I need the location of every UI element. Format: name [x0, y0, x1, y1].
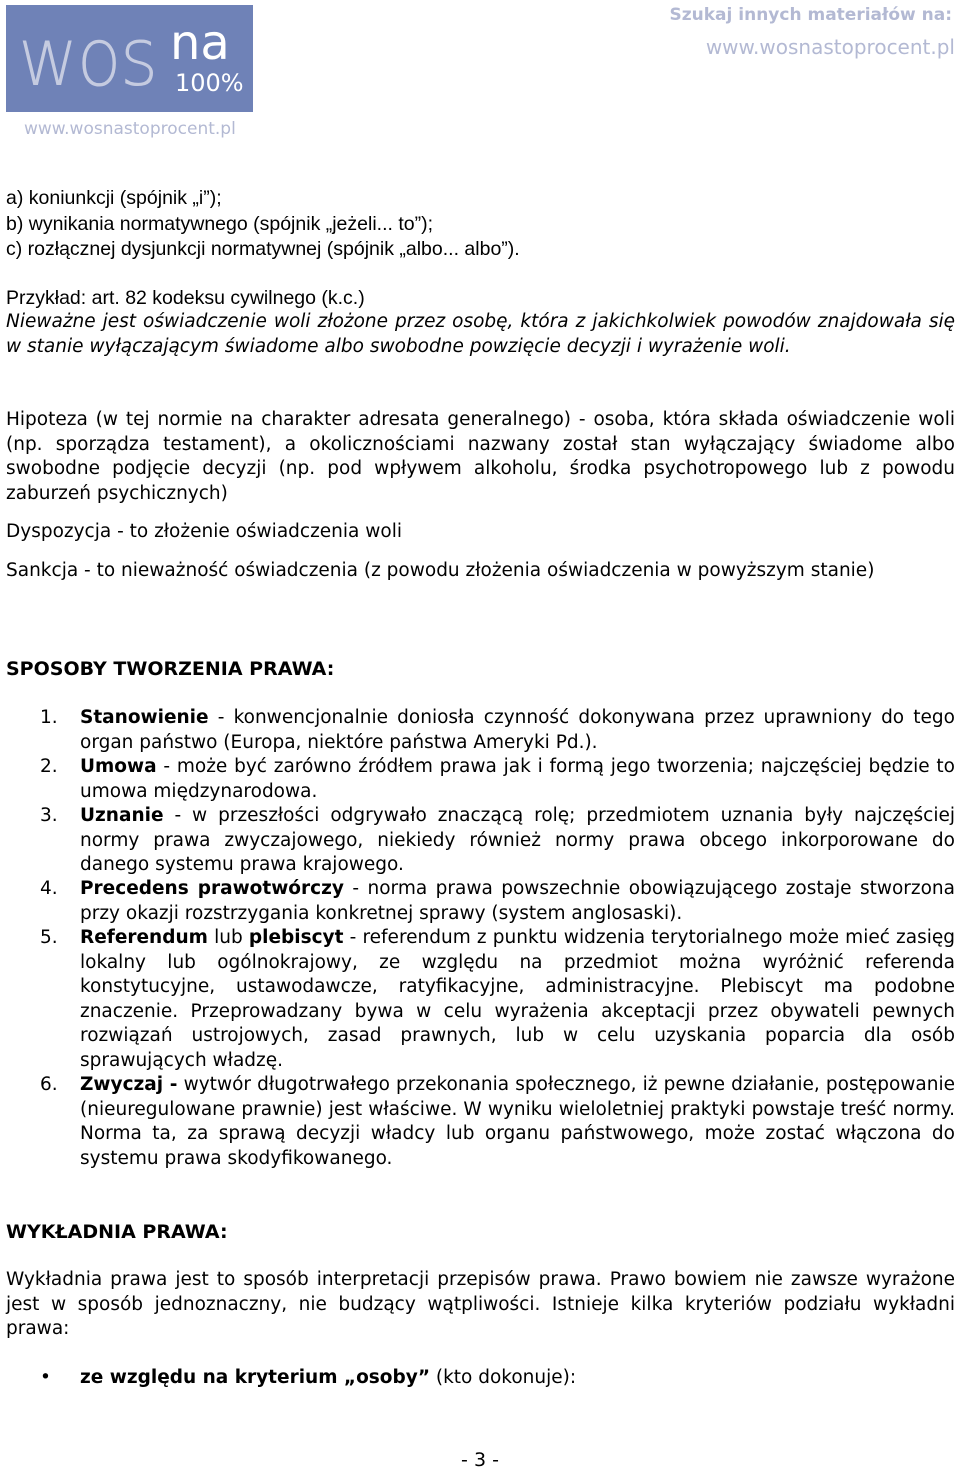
list-item-number: 3.: [40, 805, 58, 826]
list-item-term-secondary: plebiscyt: [248, 927, 344, 948]
page-number: - 3 -: [461, 1449, 499, 1471]
list-item-number: 5.: [40, 927, 58, 948]
logo-percent-text: 100%: [175, 69, 244, 97]
list-item: [40, 755, 955, 804]
list-item: [40, 706, 955, 755]
list-item-text: - referendum z punktu widzenia terytorialnego może mieć zasięg lokalny lub ogólnokrajowy, ze względu na przedmiot można wyróżnić referenda konstytucyjne, ustawodawcze, ratyfikacyjne, administracyjne. Plebiscyt ma podobne znaczenie. Przeprowadzany bywa w celu wyrażenia akceptacji przez obywateli pewnych rozwiązań ustrojowych, zasad prawnych, lub w celu uzyskania poparcia dla osób sprawujących władzę.: [80, 927, 956, 1071]
section-heading-sposoby: SPOSOBY TWORZENIA PRAWA:: [6, 658, 335, 680]
intro-item-c: c) rozłącznej dysjunkcji normatywnej (spójnik „albo... albo”).: [6, 238, 520, 260]
list-item: [40, 1073, 955, 1171]
dyspozycja-paragraph: Dyspozycja - to złożenie oświadczenia woli: [6, 521, 402, 542]
example-quote: Nieważne jest oświadczenie woli złożone przez osobę, która z jakichkolwiek powodów znajdowała się w stanie wyłączającym świadome albo swobodne powzięcie decyzji i wyrażenie woli.: [6, 311, 955, 357]
bullet-term: ze względu na kryterium „osoby”: [80, 1367, 430, 1388]
list-item-term: Umowa: [80, 756, 157, 777]
list-item-term: Uznanie: [80, 805, 164, 826]
bullet-item: [40, 1366, 576, 1390]
list-item-text: - norma prawa powszechnie obowiązującego zostaje stworzona przy okazji rozstrzygania konkretnej sprawy (system anglosaski).: [80, 878, 955, 924]
list-item-text: wytwór długotrwałego przekonania społecznego, iż pewne działanie, postępowanie (nieuregulowane prawnie) jest właściwe. W wyniku wieloletniej praktyki powstaje treść normy. Norma ta, za sprawą decyzji władcy lub organu państwowego, może zostać włączona do systemu prawa skodyfikowanego.: [80, 1074, 955, 1169]
bullet-text: (kto dokonuje):: [429, 1367, 577, 1388]
logo[interactable]: [6, 5, 253, 112]
list-item-number: 6.: [40, 1074, 58, 1095]
list-item-number: 2.: [40, 756, 58, 777]
list-item-text: - w przeszłości odgrywało znaczącą rolę; przedmiotem uznania były najczęściej normy prawa zwyczajowego, niekiedy również normy prawa obcego inkorporowane do danego systemu prawa krajowego.: [80, 805, 955, 875]
list-item-term: Stanowienie: [80, 707, 209, 728]
list-item-text: - konwencjonalnie doniosła czynność dokonywana przez uprawniony do tego organ państwo (Europa, niektóre państwa Ameryki Pd.).: [80, 707, 955, 753]
hipoteza-paragraph: Hipoteza (w tej normie na charakter adresata generalnego) - osoba, która składa oświadczenie woli (np. sporządza testament), a okolicznościami nazwany został stan wyłączający świadome albo swobodne podjęcie decyzji (np. pod wpływem alkoholu, środka psychotropowego lub z powodu zaburzeń psychicznych): [6, 409, 955, 504]
list-item: [40, 804, 955, 878]
logo-wos-text: wos: [18, 10, 157, 105]
wykladnia-paragraph: Wykładnia prawa jest to sposób interpretacji przepisów prawa. Prawo bowiem nie zawsze wyrażone jest w sposób jednoznaczny, nie budzący wątpliwości. Istnieje kilka kryteriów podziału wykładni prawa:: [6, 1269, 955, 1339]
list-item-term: Zwyczaj -: [80, 1074, 178, 1095]
bullet-icon: •: [40, 1367, 51, 1388]
search-label: Szukaj innych materiałów na:: [669, 5, 952, 25]
list-item-number: 1.: [40, 707, 58, 728]
logo-url-link[interactable]: www.wosnastoprocent.pl: [24, 119, 236, 139]
example-title: Przykład: art. 82 kodeksu cywilnego (k.c.): [6, 287, 365, 309]
sankcja-paragraph: Sankcja - to nieważność oświadczenia (z powodu złożenia oświadczenia w powyższym stanie): [6, 560, 875, 581]
list-item-number: 4.: [40, 878, 58, 899]
list-item-term: Referendum: [80, 927, 208, 948]
list-item-connector: lub: [207, 927, 249, 948]
list-item-term: Precedens prawotwórczy: [80, 878, 344, 899]
intro-item-b: b) wynikania normatywnego (spójnik „jeżeli... to”);: [6, 213, 434, 235]
list-item-text: - może być zarówno źródłem prawa jak i formą jego tworzenia; najczęściej będzie to umowa międzynarodowa.: [80, 756, 955, 802]
intro-item-a: a) koniunkcji (spójnik „i”);: [6, 187, 222, 209]
header-url-link[interactable]: www.wosnastoprocent.pl: [705, 35, 955, 59]
list-item: [40, 926, 955, 1073]
list-item: [40, 877, 955, 926]
section-heading-wykladnia: WYKŁADNIA PRAWA:: [6, 1221, 228, 1243]
logo-na-text: na: [170, 15, 230, 71]
